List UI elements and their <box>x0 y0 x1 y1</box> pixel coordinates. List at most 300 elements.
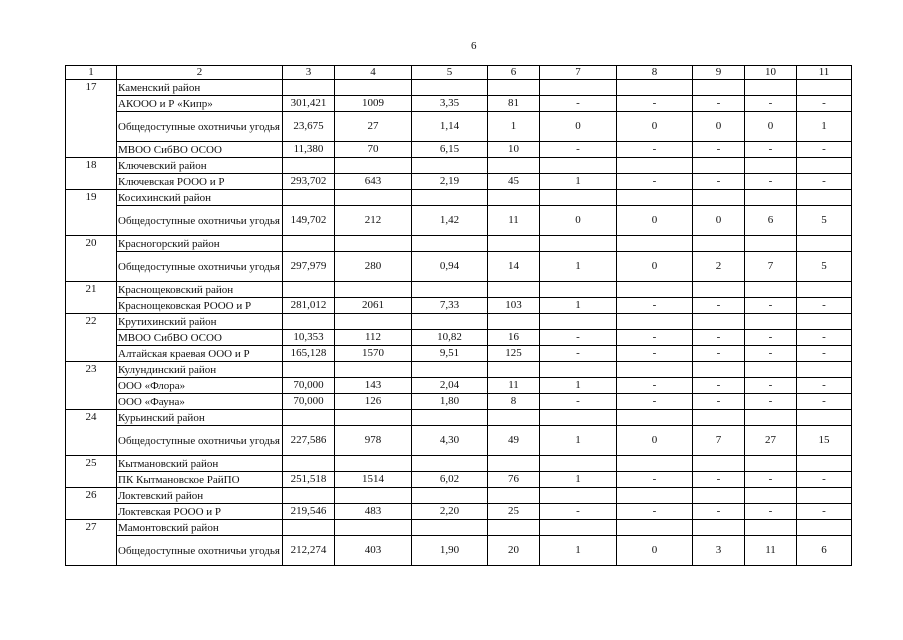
value-cell-c8 <box>617 410 693 426</box>
value-cell-c9 <box>693 80 745 96</box>
column-header: 8 <box>617 66 693 80</box>
value-cell-c7: 0 <box>540 206 617 236</box>
value-cell-c3: 149,702 <box>283 206 335 236</box>
value-cell-c8 <box>617 362 693 378</box>
value-cell-c4 <box>335 190 412 206</box>
value-cell-c3 <box>283 190 335 206</box>
value-cell-c10: - <box>745 298 797 314</box>
district-number-cell <box>66 536 117 566</box>
value-cell-c6: 8 <box>488 394 540 410</box>
value-cell-c8 <box>617 282 693 298</box>
value-cell-c11 <box>797 456 852 472</box>
organization-name: Общедоступные охотничьи угодья <box>117 426 283 456</box>
value-cell-c11 <box>797 520 852 536</box>
table-row <box>66 426 852 456</box>
value-cell-c6: 45 <box>488 174 540 190</box>
value-cell-c3 <box>283 282 335 298</box>
value-cell-c5 <box>412 456 488 472</box>
value-cell-c6: 11 <box>488 378 540 394</box>
value-cell-c4 <box>335 314 412 330</box>
district-number-cell <box>66 174 117 190</box>
value-cell-c4: 403 <box>335 536 412 566</box>
value-cell-c10 <box>745 190 797 206</box>
value-cell-c5 <box>412 80 488 96</box>
value-cell-c11: 1 <box>797 112 852 142</box>
value-cell-c8: - <box>617 142 693 158</box>
column-header: 3 <box>283 66 335 80</box>
district-row <box>66 314 852 330</box>
value-cell-c3: 23,675 <box>283 112 335 142</box>
district-row <box>66 236 852 252</box>
value-cell-c10: - <box>745 394 797 410</box>
value-cell-c7: 1 <box>540 174 617 190</box>
value-cell-c3: 11,380 <box>283 142 335 158</box>
organization-name: Краснощековская РООО и Р <box>117 298 283 314</box>
value-cell-c5: 9,51 <box>412 346 488 362</box>
value-cell-c11 <box>797 236 852 252</box>
district-number: 24 <box>66 410 117 426</box>
value-cell-c6: 10 <box>488 142 540 158</box>
value-cell-c9: - <box>693 504 745 520</box>
value-cell-c11: - <box>797 142 852 158</box>
value-cell-c11: 15 <box>797 426 852 456</box>
value-cell-c5 <box>412 158 488 174</box>
column-header: 11 <box>797 66 852 80</box>
district-name: Ключевский район <box>117 158 283 174</box>
value-cell-c9 <box>693 410 745 426</box>
value-cell-c7 <box>540 456 617 472</box>
value-cell-c11 <box>797 314 852 330</box>
district-number-cell <box>66 298 117 314</box>
value-cell-c6: 1 <box>488 112 540 142</box>
value-cell-c4: 143 <box>335 378 412 394</box>
value-cell-c7 <box>540 520 617 536</box>
value-cell-c9: - <box>693 330 745 346</box>
organization-name: ООО «Фауна» <box>117 394 283 410</box>
value-cell-c6: 11 <box>488 206 540 236</box>
value-cell-c8: - <box>617 346 693 362</box>
table-row <box>66 142 852 158</box>
value-cell-c9: 0 <box>693 112 745 142</box>
value-cell-c3 <box>283 80 335 96</box>
value-cell-c5: 1,42 <box>412 206 488 236</box>
organization-name: ООО «Флора» <box>117 378 283 394</box>
district-row <box>66 520 852 536</box>
district-name: Краснощековский район <box>117 282 283 298</box>
value-cell-c9: - <box>693 174 745 190</box>
value-cell-c9: 0 <box>693 206 745 236</box>
value-cell-c10: - <box>745 346 797 362</box>
value-cell-c4: 126 <box>335 394 412 410</box>
value-cell-c5: 3,35 <box>412 96 488 112</box>
organization-name: Локтевская РООО и Р <box>117 504 283 520</box>
organization-name: АКООО и Р «Кипр» <box>117 96 283 112</box>
district-number-cell <box>66 96 117 112</box>
value-cell-c7 <box>540 488 617 504</box>
value-cell-c6: 125 <box>488 346 540 362</box>
value-cell-c3: 301,421 <box>283 96 335 112</box>
district-number: 19 <box>66 190 117 206</box>
value-cell-c10 <box>745 488 797 504</box>
value-cell-c8: 0 <box>617 112 693 142</box>
value-cell-c8: - <box>617 504 693 520</box>
value-cell-c7: 1 <box>540 472 617 488</box>
value-cell-c9 <box>693 488 745 504</box>
value-cell-c7: 1 <box>540 298 617 314</box>
value-cell-c7: 1 <box>540 536 617 566</box>
value-cell-c4: 643 <box>335 174 412 190</box>
value-cell-c4: 978 <box>335 426 412 456</box>
value-cell-c9 <box>693 520 745 536</box>
value-cell-c3 <box>283 410 335 426</box>
value-cell-c6: 20 <box>488 536 540 566</box>
value-cell-c8: - <box>617 330 693 346</box>
table-row <box>66 346 852 362</box>
value-cell-c7: 1 <box>540 252 617 282</box>
value-cell-c8: - <box>617 472 693 488</box>
district-name: Красногорский район <box>117 236 283 252</box>
hunting-data-table <box>65 65 852 566</box>
value-cell-c11 <box>797 80 852 96</box>
value-cell-c10 <box>745 456 797 472</box>
value-cell-c8: 0 <box>617 426 693 456</box>
value-cell-c9: - <box>693 394 745 410</box>
value-cell-c9: - <box>693 298 745 314</box>
value-cell-c8 <box>617 520 693 536</box>
value-cell-c3: 212,274 <box>283 536 335 566</box>
value-cell-c10 <box>745 236 797 252</box>
value-cell-c5: 10,82 <box>412 330 488 346</box>
value-cell-c4: 2061 <box>335 298 412 314</box>
organization-name: Ключевская РООО и Р <box>117 174 283 190</box>
value-cell-c8: 0 <box>617 536 693 566</box>
column-header: 6 <box>488 66 540 80</box>
district-number: 20 <box>66 236 117 252</box>
value-cell-c9: 2 <box>693 252 745 282</box>
value-cell-c3: 293,702 <box>283 174 335 190</box>
value-cell-c5: 2,04 <box>412 378 488 394</box>
value-cell-c11: - <box>797 298 852 314</box>
table-row <box>66 174 852 190</box>
value-cell-c11: - <box>797 330 852 346</box>
value-cell-c7: - <box>540 346 617 362</box>
value-cell-c4: 280 <box>335 252 412 282</box>
value-cell-c8: 0 <box>617 206 693 236</box>
table-row <box>66 112 852 142</box>
district-name: Мамонтовский район <box>117 520 283 536</box>
district-number: 17 <box>66 80 117 96</box>
value-cell-c8: - <box>617 96 693 112</box>
value-cell-c8 <box>617 314 693 330</box>
organization-name: Алтайская краевая ООО и Р <box>117 346 283 362</box>
value-cell-c3: 70,000 <box>283 394 335 410</box>
value-cell-c6 <box>488 456 540 472</box>
value-cell-c5: 1,90 <box>412 536 488 566</box>
value-cell-c3 <box>283 456 335 472</box>
value-cell-c11 <box>797 410 852 426</box>
value-cell-c7: - <box>540 96 617 112</box>
value-cell-c7: 1 <box>540 378 617 394</box>
value-cell-c5: 0,94 <box>412 252 488 282</box>
value-cell-c9: 3 <box>693 536 745 566</box>
value-cell-c4 <box>335 520 412 536</box>
organization-name: МВОО СибВО ОСОО <box>117 330 283 346</box>
value-cell-c10: - <box>745 378 797 394</box>
value-cell-c10: - <box>745 174 797 190</box>
district-row <box>66 410 852 426</box>
district-number-cell <box>66 142 117 158</box>
value-cell-c10 <box>745 314 797 330</box>
value-cell-c6 <box>488 362 540 378</box>
value-cell-c6: 25 <box>488 504 540 520</box>
column-header: 4 <box>335 66 412 80</box>
value-cell-c11: - <box>797 394 852 410</box>
column-header: 10 <box>745 66 797 80</box>
value-cell-c8: - <box>617 394 693 410</box>
value-cell-c6 <box>488 80 540 96</box>
organization-name: Общедоступные охотничьи угодья <box>117 112 283 142</box>
value-cell-c4: 27 <box>335 112 412 142</box>
value-cell-c3: 10,353 <box>283 330 335 346</box>
value-cell-c3: 297,979 <box>283 252 335 282</box>
value-cell-c5: 1,80 <box>412 394 488 410</box>
value-cell-c5: 6,15 <box>412 142 488 158</box>
value-cell-c3 <box>283 314 335 330</box>
value-cell-c7: - <box>540 142 617 158</box>
header-row <box>66 66 852 80</box>
value-cell-c5: 2,20 <box>412 504 488 520</box>
district-name: Кулундинский район <box>117 362 283 378</box>
value-cell-c3: 227,586 <box>283 426 335 456</box>
value-cell-c7 <box>540 314 617 330</box>
value-cell-c6 <box>488 520 540 536</box>
value-cell-c10: - <box>745 96 797 112</box>
table-row <box>66 394 852 410</box>
value-cell-c9: - <box>693 142 745 158</box>
value-cell-c4 <box>335 410 412 426</box>
value-cell-c10: 6 <box>745 206 797 236</box>
district-name: Курьинский район <box>117 410 283 426</box>
district-number-cell <box>66 206 117 236</box>
value-cell-c4 <box>335 456 412 472</box>
value-cell-c5 <box>412 488 488 504</box>
value-cell-c11: 5 <box>797 252 852 282</box>
value-cell-c9 <box>693 314 745 330</box>
value-cell-c11 <box>797 190 852 206</box>
value-cell-c8: - <box>617 298 693 314</box>
value-cell-c11 <box>797 282 852 298</box>
value-cell-c10 <box>745 362 797 378</box>
value-cell-c3: 251,518 <box>283 472 335 488</box>
table-row <box>66 252 852 282</box>
district-row <box>66 190 852 206</box>
value-cell-c4: 1009 <box>335 96 412 112</box>
value-cell-c8: - <box>617 174 693 190</box>
value-cell-c6: 49 <box>488 426 540 456</box>
district-number: 26 <box>66 488 117 504</box>
value-cell-c7: - <box>540 330 617 346</box>
district-row <box>66 80 852 96</box>
value-cell-c11: 5 <box>797 206 852 236</box>
value-cell-c4 <box>335 362 412 378</box>
district-name: Крутихинский район <box>117 314 283 330</box>
value-cell-c4 <box>335 80 412 96</box>
value-cell-c10: 11 <box>745 536 797 566</box>
value-cell-c7 <box>540 158 617 174</box>
value-cell-c9 <box>693 236 745 252</box>
value-cell-c4 <box>335 236 412 252</box>
district-number: 25 <box>66 456 117 472</box>
district-number-cell <box>66 394 117 410</box>
district-number-cell <box>66 378 117 394</box>
column-header: 5 <box>412 66 488 80</box>
value-cell-c9 <box>693 456 745 472</box>
value-cell-c11: - <box>797 96 852 112</box>
district-name: Кытмановский район <box>117 456 283 472</box>
value-cell-c5 <box>412 520 488 536</box>
value-cell-c7 <box>540 236 617 252</box>
value-cell-c7 <box>540 282 617 298</box>
value-cell-c6 <box>488 410 540 426</box>
value-cell-c3: 165,128 <box>283 346 335 362</box>
value-cell-c5 <box>412 314 488 330</box>
table-row <box>66 206 852 236</box>
district-row <box>66 282 852 298</box>
value-cell-c9 <box>693 362 745 378</box>
district-name: Косихинский район <box>117 190 283 206</box>
value-cell-c8 <box>617 190 693 206</box>
value-cell-c5: 7,33 <box>412 298 488 314</box>
table-row <box>66 298 852 314</box>
district-number-cell <box>66 472 117 488</box>
value-cell-c4: 1570 <box>335 346 412 362</box>
district-name: Локтевский район <box>117 488 283 504</box>
value-cell-c11 <box>797 158 852 174</box>
value-cell-c7: 0 <box>540 112 617 142</box>
district-name: Каменский район <box>117 80 283 96</box>
district-row <box>66 488 852 504</box>
value-cell-c11 <box>797 362 852 378</box>
value-cell-c6 <box>488 236 540 252</box>
value-cell-c9: - <box>693 472 745 488</box>
district-number-cell <box>66 346 117 362</box>
value-cell-c5 <box>412 282 488 298</box>
value-cell-c9: - <box>693 346 745 362</box>
value-cell-c3: 70,000 <box>283 378 335 394</box>
value-cell-c11: 6 <box>797 536 852 566</box>
value-cell-c5: 1,14 <box>412 112 488 142</box>
table-row <box>66 96 852 112</box>
district-number-cell <box>66 426 117 456</box>
value-cell-c5: 6,02 <box>412 472 488 488</box>
value-cell-c10 <box>745 80 797 96</box>
value-cell-c3 <box>283 158 335 174</box>
value-cell-c5 <box>412 410 488 426</box>
value-cell-c3 <box>283 362 335 378</box>
value-cell-c7 <box>540 410 617 426</box>
page-number: 6 <box>471 40 477 52</box>
value-cell-c9 <box>693 282 745 298</box>
column-header: 2 <box>117 66 283 80</box>
table-row <box>66 504 852 520</box>
district-number-cell <box>66 504 117 520</box>
value-cell-c10: 7 <box>745 252 797 282</box>
value-cell-c9: - <box>693 96 745 112</box>
value-cell-c6 <box>488 190 540 206</box>
table-row <box>66 536 852 566</box>
value-cell-c5 <box>412 362 488 378</box>
value-cell-c8 <box>617 158 693 174</box>
value-cell-c10: - <box>745 330 797 346</box>
value-cell-c10: - <box>745 142 797 158</box>
value-cell-c5: 2,19 <box>412 174 488 190</box>
value-cell-c11: - <box>797 346 852 362</box>
organization-name: Общедоступные охотничьи угодья <box>117 536 283 566</box>
value-cell-c10 <box>745 410 797 426</box>
value-cell-c10 <box>745 282 797 298</box>
value-cell-c4: 212 <box>335 206 412 236</box>
value-cell-c3 <box>283 520 335 536</box>
organization-name: Общедоступные охотничьи угодья <box>117 252 283 282</box>
table-row <box>66 472 852 488</box>
value-cell-c6: 14 <box>488 252 540 282</box>
district-number-cell <box>66 330 117 346</box>
district-number: 18 <box>66 158 117 174</box>
value-cell-c5: 4,30 <box>412 426 488 456</box>
value-cell-c10: - <box>745 472 797 488</box>
value-cell-c11: - <box>797 472 852 488</box>
value-cell-c6: 76 <box>488 472 540 488</box>
value-cell-c6: 16 <box>488 330 540 346</box>
value-cell-c10: 0 <box>745 112 797 142</box>
value-cell-c7 <box>540 190 617 206</box>
value-cell-c6 <box>488 314 540 330</box>
district-row <box>66 456 852 472</box>
value-cell-c8 <box>617 80 693 96</box>
column-header: 1 <box>66 66 117 80</box>
value-cell-c4 <box>335 488 412 504</box>
value-cell-c7: - <box>540 394 617 410</box>
value-cell-c3: 219,546 <box>283 504 335 520</box>
value-cell-c11 <box>797 488 852 504</box>
organization-name: Общедоступные охотничьи угодья <box>117 206 283 236</box>
value-cell-c6: 81 <box>488 96 540 112</box>
value-cell-c8 <box>617 456 693 472</box>
value-cell-c6 <box>488 282 540 298</box>
value-cell-c7 <box>540 80 617 96</box>
district-row <box>66 362 852 378</box>
value-cell-c4: 112 <box>335 330 412 346</box>
district-number: 22 <box>66 314 117 330</box>
value-cell-c3: 281,012 <box>283 298 335 314</box>
value-cell-c8: - <box>617 378 693 394</box>
value-cell-c11: - <box>797 504 852 520</box>
value-cell-c10 <box>745 158 797 174</box>
district-row <box>66 158 852 174</box>
value-cell-c8 <box>617 488 693 504</box>
value-cell-c7 <box>540 362 617 378</box>
value-cell-c10: - <box>745 504 797 520</box>
value-cell-c4: 70 <box>335 142 412 158</box>
district-number-cell <box>66 112 117 142</box>
district-number: 27 <box>66 520 117 536</box>
value-cell-c4: 1514 <box>335 472 412 488</box>
value-cell-c9: 7 <box>693 426 745 456</box>
column-header: 9 <box>693 66 745 80</box>
organization-name: МВОО СибВО ОСОО <box>117 142 283 158</box>
value-cell-c6 <box>488 488 540 504</box>
value-cell-c5 <box>412 190 488 206</box>
